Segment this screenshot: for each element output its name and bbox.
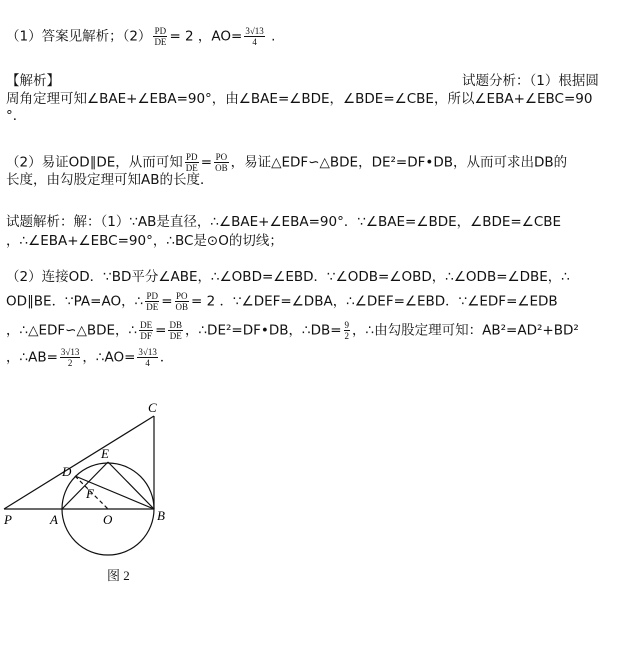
analysis-header: 【解析】 [6, 73, 60, 89]
analysis-right-label: 试题分析：（1）根据圆 [462, 73, 599, 89]
solution-line5: ，∴△EDF∽△BDE，∴ $\frac{DE}{DF}$ = $\frac{DB}{DE}$ ，∴DE²=DF•DB，∴DB= $\frac{9}{2}$ ，∴由勾股定理可知：AB²=AD²+BD² [6, 320, 579, 341]
label-f: F [86, 486, 94, 501]
solution-line4: OD∥BE．∵PA=AO，∴ $\frac{PD}{DE}$ = $\frac{PO}{OB}$ = 2 ．∵∠DEF=∠DBA，∴∠DEF=∠EBD．∵∠EDF=∠EDB [6, 291, 558, 312]
answer-end: . [266, 28, 276, 45]
label-b: B [157, 508, 165, 523]
label-p: P [4, 512, 12, 527]
answer-line [6, 26, 275, 47]
answer-part1: （1）答案见解析；（2） [6, 28, 152, 45]
answer-fraction: $\frac{PD}{DE}$ [154, 26, 167, 47]
analysis-line5: 长度，由勾股定理可知AB的长度． [6, 172, 214, 188]
label-d: D [62, 464, 72, 479]
analysis-line3: °． [6, 108, 27, 124]
label-c: C [148, 400, 157, 415]
answer-ao-fraction: $\frac{3√13}{4}$ [245, 26, 264, 47]
solution-line6: ，∴AB= $\frac{3√13}{2}$ ，∴AO= $\frac{3√13}{4}$ ． [6, 347, 174, 368]
label-a: A [50, 512, 58, 527]
solution-line1: 试题解析：解：（1）∵AB是直径，∴∠BAE+∠EBA=90°．∵∠BAE=∠BDE，∠BDE=∠CBE [6, 214, 562, 230]
line-pc [4, 416, 154, 509]
analysis-line2: 周角定理可知∠BAE+∠EBA=90°，由∠BAE=∠BDE，∠BDE=∠CBE，所以∠EBA+∠EBC=90 [6, 91, 593, 107]
analysis-line4: （2）易证OD∥DE，从而可知 $\frac{PD}{DE}$ = $\frac{PO}{OB}$ ，易证△EDF∽△BDE，DE²=DF•DB，从而可求出DB的 [6, 152, 568, 173]
solution-line3: （2）连接OD．∵BD平分∠ABE，∴∠OBD=∠EBD．∵∠ODB=∠OBD，∴∠ODB=∠DBE，∴ [6, 269, 570, 285]
answer-eq: = 2 ，AO= [169, 28, 243, 45]
label-e: E [101, 446, 109, 461]
label-o: O [103, 512, 113, 527]
geometry-figure [0, 398, 200, 588]
figure-caption: 图 2 [107, 568, 130, 583]
solution-line2: ，∴∠EBA+∠EBC=90°，∴BC是⊙O的切线； [6, 233, 283, 249]
